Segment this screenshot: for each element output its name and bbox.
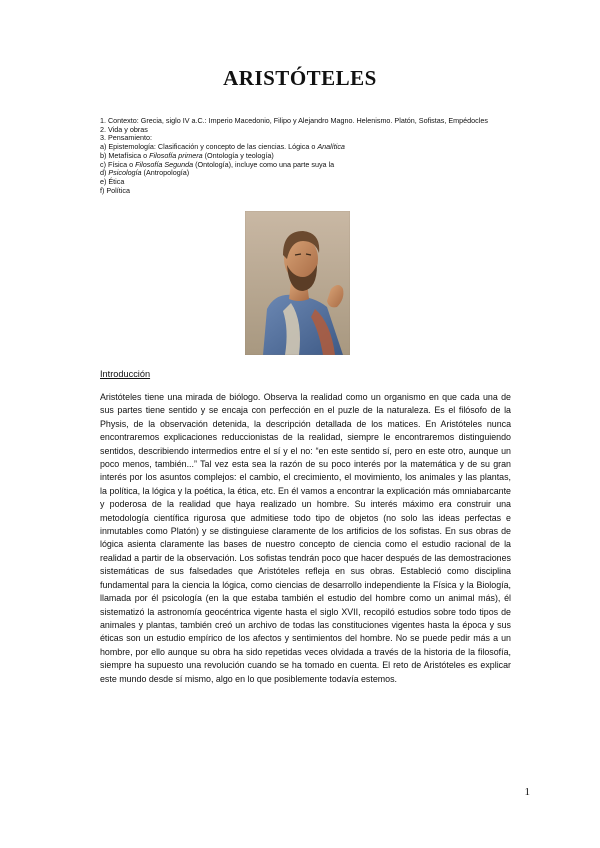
outline-item-e: e) Ética (100, 176, 125, 186)
introduction-paragraph: Aristóteles tiene una mirada de biólogo. Observa la realidad como un organismo en que cada una de sus partes tiene sentido y se encaja con perfección en el puzle de la naturaleza. Es el filósofo de la Physis, de la observación detenida, la descripción detallada de los matices. En Aristóteles nunca encontraremos explicaciones reduccionistas de la realidad, siempre le encontraremos distinguiendo sentidos, describiendo intermedios entre el sí y el no: “en este sentido sí, pero en este otro, aunque un poco menos, también...” Tal vez esta sea la razón de su poco interés por la matemática y de su gran interés por los asuntos complejos: el cambio, el crecimiento, el movimiento, los animales y las plantas, la política, la lógica y la poética, la ética, etc. En él vamos a encontrar la explicación más omniabarcante y poderosa de la realidad que haya realizado un hombre. Su interés máximo era construir una metodología científica rigurosa que admitiese todo tipo de objetos (no solo las ideas perfectas e inmutables como Platón) y se distinguiese claramente de los artificios de los sofistas. En sus obras de lógica asienta claramente las bases de nuestro concepto de ciencia como el estudio racional de la realidad a partir de la observación. Los sofistas tendrán poco que hacer después de las demostraciones sistemáticas de sus falsedades que Aristóteles refleja en sus obras. Estableció como disciplina fundamental para la ciencia la lógica, como ciencias de desarrollo independiente la Física y la Biología, llamada por él psicología (en la que estaba también el estudio del hombre como un animal más), él sistematizó la astronomía geocéntrica vigente hasta el siglo XVII, recopiló estudios sobre todo tipos de animales y plantas, también creó un archivo de todas las constituciones vigentes hasta la época y sus éticas son un estudio empírico de los afectos y sentimientos del hombre. No se puede pedir más a un hombre, por ello aunque su obra ha sido repetidas veces olvidada a través de la historia de la filosofía, siempre ha supuesto una revolución cuando se ha tomado en cuenta. El reto de Aristóteles es explicar este mundo desde sí mismo, algo en lo que posiblemente todavía estemos. (100, 392, 511, 684)
outline-item-2: 2. Vida y obras (100, 124, 148, 134)
outline-item-b: b) Metafísica o Filosofía primera (Ontología y teología) (100, 150, 274, 160)
topic-outline (100, 117, 510, 195)
aristotle-portrait-image (245, 211, 350, 355)
outline-item-f: f) Política (100, 185, 130, 195)
outline-item-d: d) Psicología (Antropología) (100, 168, 190, 178)
outline-item-a: a) Epistemología: Clasificación y concepto de las ciencias. Lógica o Analítica (100, 142, 345, 152)
portrait-illustration (245, 211, 350, 355)
document-title: ARISTÓTELES (223, 66, 377, 90)
outline-item-1: 1. Contexto: Grecia, siglo IV a.C.: Imperio Macedonio, Filipo y Alejandro Magno. Helenismo. Platón, Sofistas, Empédocles (100, 116, 488, 125)
page-number: 1 (524, 786, 530, 798)
outline-item-3: 3. Pensamiento: (100, 133, 152, 143)
outline-item-c: c) Física o Filosofía Segunda (Ontología), incluye como una parte suya la (100, 159, 335, 169)
section-heading-introduccion: Introducción (100, 369, 151, 379)
